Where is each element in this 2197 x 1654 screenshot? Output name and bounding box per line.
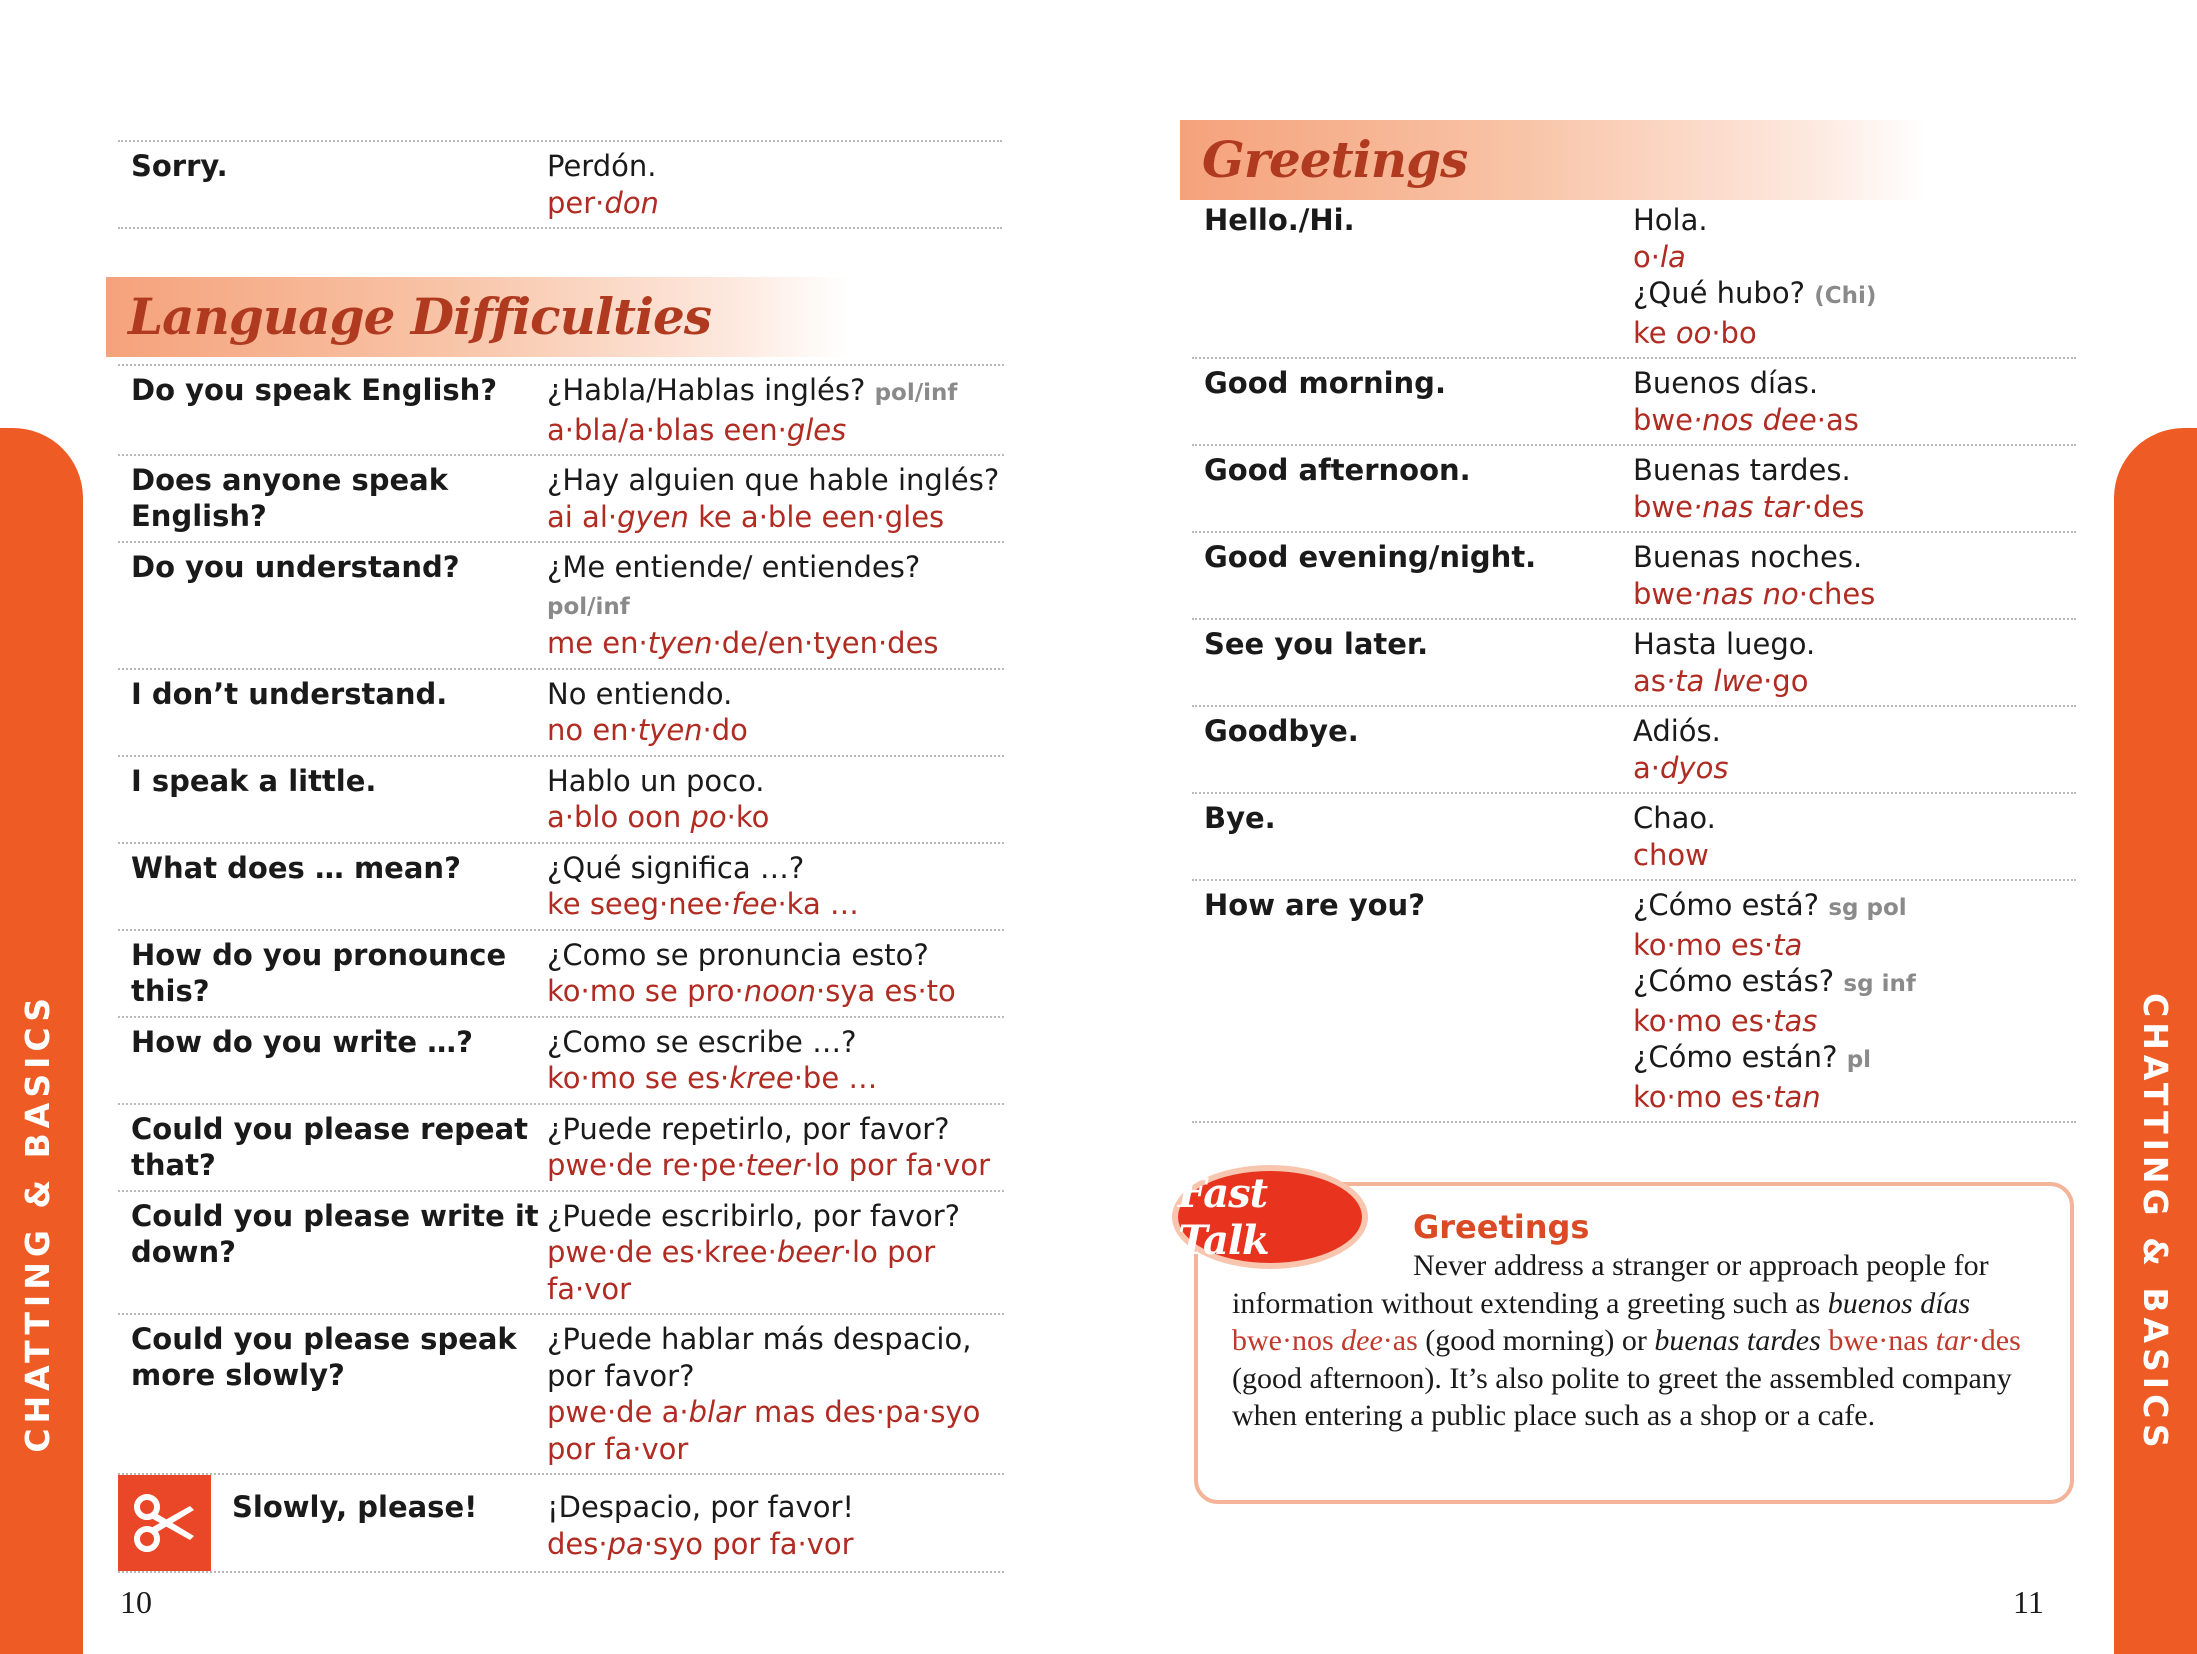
- pron-stress: blar: [688, 1395, 745, 1429]
- spanish-phrase: [1633, 452, 2076, 489]
- scissors-icon: [118, 1475, 211, 1571]
- spanish-text: ¿Cómo estás?: [1633, 964, 1835, 998]
- pronunciation: [547, 625, 1004, 662]
- scissors-icon-graphic: [132, 1490, 198, 1556]
- pronunciation: [547, 185, 1002, 222]
- fast-talk-pronunciation: [1828, 1324, 2020, 1357]
- spanish-text: ¡Despacio, por favor!: [547, 1490, 854, 1524]
- pron-part: ·des: [1970, 1324, 2021, 1357]
- spanish-text: ¿Como se escribe …?: [547, 1024, 857, 1059]
- spanish-text: ¿Cómo están?: [1633, 1040, 1838, 1074]
- pron-stress: ·nas tar: [1692, 489, 1804, 524]
- pron-part: ·go: [1763, 663, 1809, 698]
- pron-part: ·as: [1816, 402, 1859, 437]
- section-title: Greetings: [1202, 130, 1468, 189]
- side-tab-left: [0, 428, 83, 1654]
- pron-part: pwe·de re·pe·: [547, 1148, 746, 1182]
- fast-talk-body: [1232, 1247, 2052, 1435]
- pron-stress: tyen: [637, 713, 703, 747]
- spanish-text: ¿Qué significa …?: [547, 850, 805, 885]
- phrase-row: [1192, 707, 2076, 794]
- spanish-cell: [547, 757, 1004, 842]
- spanish-phrase: [547, 549, 1004, 625]
- spanish-phrase: [547, 372, 1004, 412]
- spanish-phrase: [547, 937, 1004, 974]
- spanish-phrase: [547, 850, 1004, 887]
- pron-part: as: [1633, 663, 1666, 698]
- phrase-row: [118, 1192, 1004, 1316]
- english-phrase: How do you pronounce this?: [131, 937, 507, 1008]
- spanish-cell: [1633, 707, 2076, 792]
- pron-part: ke seeg·nee·: [547, 887, 732, 921]
- pron-part: chow: [1633, 837, 1709, 872]
- pron-part: ·nos: [1281, 1324, 1342, 1357]
- spanish-phrase: [547, 763, 1004, 800]
- pron-stress: beer: [776, 1235, 843, 1269]
- spanish-phrase: [547, 1321, 1004, 1394]
- spanish-cell: [1633, 196, 2076, 357]
- pronunciation: [547, 1394, 1004, 1467]
- pron-stress: tar: [1935, 1324, 1971, 1357]
- pron-part: ·do: [702, 713, 748, 747]
- pron-part: ·ko: [726, 800, 770, 834]
- pronunciation: [1633, 576, 2076, 613]
- phrase-row: [118, 757, 1004, 844]
- phrase-row: [118, 140, 1002, 229]
- pron-part: bwe: [1633, 576, 1693, 611]
- pronunciation: [547, 1060, 1004, 1097]
- left-page: [0, 0, 1098, 1654]
- spanish-cell: [547, 1192, 1004, 1314]
- pron-stress: kree: [729, 1061, 794, 1095]
- pron-part: ·bo: [1711, 315, 1757, 350]
- pronunciation: [1633, 402, 2076, 439]
- english-phrase: Goodbye.: [1204, 714, 1359, 748]
- pron-part: a·: [1633, 750, 1660, 785]
- spanish-phrase: [1633, 963, 2076, 1003]
- phrase-row: [118, 543, 1004, 670]
- pron-part: bwe: [1828, 1324, 1879, 1357]
- spanish-phrase: [547, 1111, 1004, 1148]
- spanish-phrase: [547, 676, 1004, 713]
- spanish-text: ¿Puede escribirlo, por favor?: [547, 1198, 961, 1233]
- pronunciation: [1633, 927, 2076, 964]
- english-phrase: I speak a little.: [131, 763, 377, 798]
- phrase-row: [118, 844, 1004, 931]
- pron-part: ·nas: [1878, 1324, 1936, 1357]
- spanish-text: Hablo un poco.: [547, 763, 765, 798]
- pron-part: mas des·pa·syo por fa·vor: [547, 1395, 981, 1466]
- pron-stress: don: [604, 185, 659, 220]
- fast-talk-heading: Greetings: [1413, 1208, 1590, 1246]
- pron-part: ai al·: [547, 499, 618, 534]
- pron-stress: ·ta lwe: [1665, 663, 1764, 698]
- pron-part: ·lo por fa·vor: [547, 1235, 936, 1306]
- section-heading-language: [106, 277, 848, 357]
- spanish-cell: [547, 1018, 1004, 1103]
- spanish-cell: [1633, 794, 2076, 879]
- spanish-phrase: [1633, 202, 2076, 239]
- spanish-cell: [547, 844, 1004, 929]
- spanish-cell: [547, 543, 1004, 668]
- pron-stress: ta: [1773, 927, 1803, 962]
- english-phrase: Could you please write it down?: [131, 1198, 539, 1269]
- tip-row: [118, 1475, 1004, 1573]
- pron-stress: noon: [743, 974, 817, 1008]
- spanish-phrase: [1633, 275, 2076, 315]
- pron-part: ·syo por fa·vor: [643, 1526, 854, 1561]
- spanish-text: ¿Como se pronuncia esto?: [547, 937, 929, 972]
- spanish-phrase: [547, 148, 1002, 185]
- phrase-row: [118, 1315, 1004, 1475]
- pron-part: pwe·de a·: [547, 1395, 689, 1429]
- pron-part: ke a·ble een·gles: [688, 499, 945, 534]
- pronunciation: [547, 973, 1004, 1010]
- phrase-row: [1192, 794, 2076, 881]
- pron-part: ko·mo se pro·: [547, 974, 744, 1008]
- spanish-cell: [547, 366, 1004, 454]
- english-phrase: Hello./Hi.: [1204, 203, 1355, 237]
- pron-part: bwe: [1633, 489, 1693, 524]
- phrase-row: [118, 1018, 1004, 1105]
- usage-tag: pol/inf: [874, 380, 958, 406]
- pronunciation: [1633, 315, 2076, 352]
- pronunciation: [547, 1234, 1004, 1307]
- spanish-text: Buenas tardes.: [1633, 453, 1851, 487]
- english-phrase: I don’t understand.: [131, 676, 448, 711]
- pronunciation: [1633, 750, 2076, 787]
- usage-tag: pl: [1846, 1047, 1872, 1073]
- pron-part: ko·mo es·: [1633, 927, 1774, 962]
- spanish-phrase: [1633, 713, 2076, 750]
- spanish-cell: [1633, 446, 2076, 531]
- pron-stress: tyen: [647, 626, 713, 660]
- pron-part: ·ches: [1798, 576, 1876, 611]
- side-tab-right: [2114, 428, 2197, 1654]
- spanish-phrase: [1633, 365, 2076, 402]
- page-number: 11: [2013, 1584, 2044, 1620]
- usage-tag: sg inf: [1843, 971, 1916, 997]
- pron-stress: po: [690, 800, 727, 834]
- pron-part: des·: [547, 1526, 608, 1561]
- english-phrase: Could you please speak more slowly?: [131, 1322, 517, 1392]
- pron-stress: ·nas no: [1692, 576, 1799, 611]
- spanish-text: Hasta luego.: [1633, 627, 1816, 661]
- fast-talk-badge-label: Fast Talk: [1178, 1170, 1269, 1264]
- pron-stress: ·nos dee: [1692, 402, 1817, 437]
- pron-part: ·lo por fa·vor: [804, 1148, 991, 1182]
- pronunciation: [547, 499, 1004, 536]
- phrase-row: [118, 456, 1004, 543]
- spanish-text: Perdón.: [547, 149, 657, 183]
- pron-part: ko·mo es·: [1633, 1079, 1774, 1114]
- spanish-phrase: [1633, 887, 2076, 927]
- english-phrase: Could you please repeat that?: [131, 1111, 529, 1182]
- pron-part: per·: [547, 185, 605, 220]
- fast-talk-text: Never address a stranger or approach people for information without extending a greeting such as: [1232, 1249, 1989, 1320]
- pronunciation: [1633, 239, 2076, 276]
- pron-part: ·de/en·tyen·des: [712, 626, 939, 660]
- pronunciation: [1633, 837, 2076, 874]
- english-phrase: See you later.: [1204, 627, 1429, 661]
- english-phrase: Good evening/night.: [1204, 540, 1537, 574]
- spanish-cell: [1633, 620, 2076, 705]
- pron-stress: la: [1659, 239, 1686, 274]
- spanish-cell: [547, 142, 1002, 227]
- section-heading-greetings: [1180, 120, 1925, 200]
- phrase-row: [118, 364, 1004, 456]
- english-phrase: Slowly, please!: [232, 1490, 478, 1524]
- pron-part: ·sya es·to: [816, 974, 956, 1008]
- english-phrase: Bye.: [1204, 801, 1276, 835]
- phrase-row: [1192, 446, 2076, 533]
- phrase-row: [1192, 881, 2076, 1123]
- pronunciation: [1633, 489, 2076, 526]
- pronunciation: [547, 412, 1004, 449]
- pron-stress: teer: [745, 1148, 805, 1182]
- pronunciation: [547, 886, 1004, 923]
- spanish-text: Buenas noches.: [1633, 540, 1863, 574]
- spanish-cell: [547, 670, 1004, 755]
- pron-part: a·bla/a·blas een·: [547, 412, 787, 447]
- pronunciation: [1633, 663, 2076, 700]
- spanish-text: ¿Hay alguien que hable inglés?: [547, 463, 1000, 497]
- pron-part: ·des: [1803, 489, 1865, 524]
- spanish-phrase: [1633, 1039, 2076, 1079]
- phrase-row: [1192, 620, 2076, 707]
- section-title: Language Difficulties: [128, 287, 712, 346]
- spanish-phrase: [1633, 539, 2076, 576]
- spanish-cell: [547, 931, 1004, 1016]
- spanish-cell: [547, 1315, 1004, 1473]
- pron-part: ko·mo es·: [1633, 1003, 1774, 1038]
- pron-part: me en·: [547, 626, 648, 660]
- pron-stress: gyen: [617, 499, 689, 534]
- spanish-cell: [1633, 881, 2076, 1121]
- spanish-phrase: [547, 462, 1004, 499]
- pron-part: a·blo oon: [547, 800, 691, 834]
- spanish-text: Buenos días.: [1633, 366, 1819, 400]
- pronunciation: [547, 1526, 1004, 1563]
- pron-part: bwe: [1633, 402, 1693, 437]
- page-number: 10: [120, 1584, 152, 1620]
- pron-part: ·be …: [793, 1061, 878, 1095]
- spanish-cell: [1633, 533, 2076, 618]
- phrase-row: [1192, 359, 2076, 446]
- phrase-table-top: [118, 140, 1002, 229]
- english-phrase: Good afternoon.: [1204, 453, 1471, 487]
- english-phrase: How are you?: [1204, 888, 1426, 922]
- spanish-phrase: [547, 1489, 1004, 1526]
- spanish-cell: [1633, 359, 2076, 444]
- spanish-text: ¿Puede hablar más despacio, por favor?: [547, 1322, 972, 1393]
- pron-part: ko·mo se es·: [547, 1061, 730, 1095]
- pronunciation: [547, 1147, 1004, 1184]
- pron-stress: dee: [1341, 1324, 1383, 1357]
- phrase-table-greetings: [1192, 196, 2076, 1123]
- fast-talk-pronunciation: [1232, 1324, 1418, 1357]
- phrase-table-language: [118, 364, 1004, 1573]
- pronunciation: [547, 712, 1004, 749]
- usage-tag: (Chi): [1814, 283, 1877, 309]
- spanish-phrase: [1633, 626, 2076, 663]
- spanish-text: ¿Me entiende/ entiendes?: [547, 550, 921, 584]
- pron-part: pwe·de es·kree·: [547, 1235, 777, 1269]
- pron-part: no en·: [547, 713, 638, 747]
- spanish-text: ¿Habla/Hablas inglés?: [547, 373, 866, 407]
- english-phrase: Good morning.: [1204, 366, 1446, 400]
- spanish-text: ¿Cómo está?: [1633, 888, 1820, 922]
- pron-stress: tas: [1773, 1003, 1818, 1038]
- phrase-row: [118, 670, 1004, 757]
- pron-part: ke: [1633, 315, 1676, 350]
- spanish-text: Hola.: [1633, 203, 1708, 237]
- spanish-cell: [547, 1475, 1004, 1571]
- pron-stress: oo: [1675, 315, 1712, 350]
- spanish-text: ¿Puede repetirlo, por favor?: [547, 1111, 950, 1146]
- spanish-phrase: [1633, 800, 2076, 837]
- phrase-row: [118, 1105, 1004, 1192]
- phrase-row: [1192, 196, 2076, 359]
- english-phrase: What does … mean?: [131, 850, 461, 885]
- phrase-row: [1192, 533, 2076, 620]
- fast-talk-text: (good afternoon). It’s also polite to greet the assembled company when entering a public place such as a shop or a cafe.: [1232, 1361, 2012, 1432]
- pronunciation: [547, 799, 1004, 836]
- pron-stress: dyos: [1660, 750, 1729, 785]
- side-tab-label: CHATTING & BASICS: [18, 993, 57, 1453]
- pron-stress: pa: [607, 1526, 644, 1561]
- pron-stress: tan: [1773, 1079, 1821, 1114]
- english-phrase: Do you understand?: [131, 550, 460, 584]
- usage-tag: sg pol: [1828, 895, 1907, 921]
- fast-talk-text: (good morning) or: [1417, 1324, 1655, 1357]
- spanish-text: Adiós.: [1633, 714, 1721, 748]
- english-phrase: Do you speak English?: [131, 373, 498, 407]
- fast-talk-term: buenas tardes: [1654, 1324, 1821, 1357]
- pron-part: bwe: [1232, 1324, 1282, 1357]
- side-tab-label: CHATTING & BASICS: [2136, 993, 2175, 1453]
- spanish-text: Chao.: [1633, 801, 1716, 835]
- usage-tag: pol/inf: [547, 593, 630, 620]
- english-phrase: Sorry.: [131, 149, 228, 183]
- pronunciation: [1633, 1003, 2076, 1040]
- spanish-cell: [547, 1105, 1004, 1190]
- pron-part: o·: [1633, 239, 1660, 274]
- pron-stress: gles: [786, 412, 847, 447]
- english-phrase: How do you write …?: [131, 1024, 473, 1059]
- phrase-row: [118, 931, 1004, 1018]
- pron-part: ·ka …: [777, 887, 859, 921]
- spanish-text: ¿Qué hubo?: [1633, 276, 1805, 310]
- spanish-text: No entiendo.: [547, 676, 733, 711]
- spanish-cell: [547, 456, 1004, 541]
- spanish-phrase: [547, 1198, 1004, 1235]
- pronunciation: [1633, 1079, 2076, 1116]
- fast-talk-term: buenos días: [1827, 1286, 1971, 1320]
- english-phrase: Does anyone speak English?: [131, 463, 449, 533]
- spanish-phrase: [547, 1024, 1004, 1061]
- pron-stress: fee: [731, 887, 778, 921]
- pron-part: ·as: [1382, 1324, 1418, 1357]
